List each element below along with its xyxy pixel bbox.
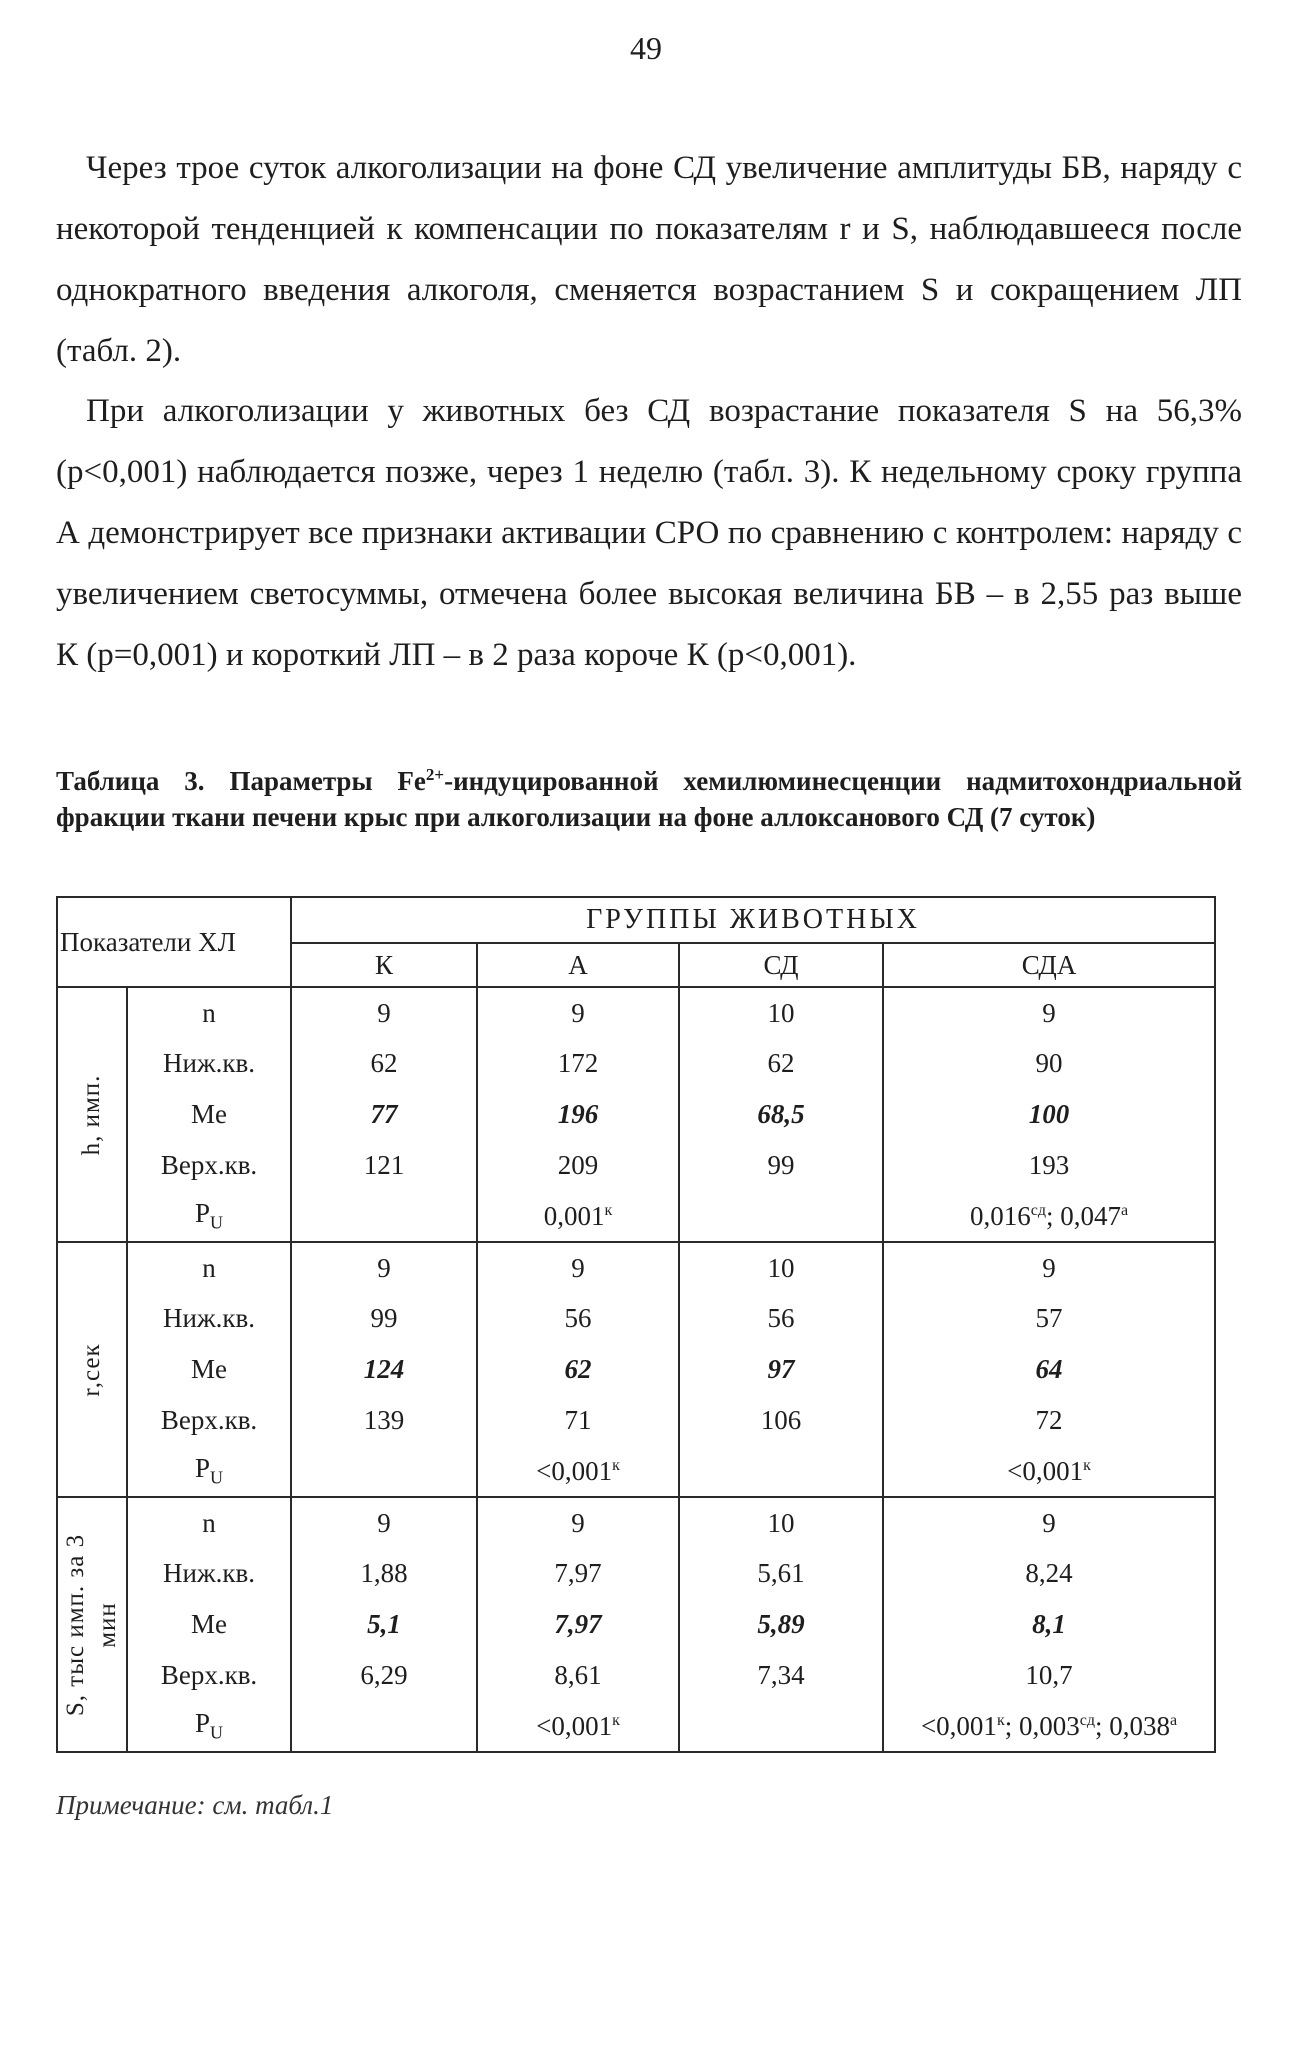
- cell-value: 8,61: [554, 1660, 602, 1690]
- cell-r-n-a: [477, 1242, 679, 1293]
- row-label-median: Me: [127, 1599, 291, 1650]
- cell-value: 90: [1035, 1048, 1063, 1078]
- cell-r-pu-sda: [883, 1446, 1215, 1497]
- cell-value: 57: [1035, 1303, 1063, 1333]
- paragraph-1-text: Через трое суток алкоголизации на фоне СД увеличение амплитуды БВ, наряду с некоторой тенденцией к компенсации по показателям r и S, наблюдавшееся после однократного введения алкоголя, сменяется возрастанием S и сокращением ЛП (табл. 2).: [56, 150, 1242, 369]
- cell-value: 139: [363, 1405, 405, 1435]
- cell-s-upper-quartile-a: [477, 1650, 679, 1701]
- row-label-lower-quartile: Ниж.кв.: [127, 1038, 291, 1089]
- row-label-upper-quartile: Верх.кв.: [127, 1395, 291, 1446]
- cell-value: 9: [1042, 1507, 1056, 1538]
- pu-letter: P: [194, 1198, 211, 1229]
- pu-value: <0,001: [536, 1710, 613, 1741]
- cell-r-pu-k: [291, 1446, 477, 1497]
- cell-value: 99: [767, 1150, 795, 1180]
- table-body: [57, 987, 1215, 1752]
- cell-value: 5,61: [757, 1558, 805, 1588]
- pu-superscript: сд: [1030, 1201, 1046, 1219]
- table-caption: [56, 757, 1242, 835]
- row-label-median: Me: [127, 1344, 291, 1395]
- cell-value: 172: [557, 1048, 599, 1078]
- cell-value: 68,5: [757, 1099, 805, 1129]
- table-row: [57, 1344, 1215, 1395]
- cell-h-median-sda: [883, 1089, 1215, 1140]
- cell-s-pu-k: [291, 1701, 477, 1752]
- pu-superscript: а: [1170, 1711, 1178, 1729]
- cell-value: 62: [370, 1048, 398, 1078]
- row-label-n: n: [127, 987, 291, 1038]
- cell-r-upper-quartile-a: [477, 1395, 679, 1446]
- pu-subscript: U: [210, 1212, 224, 1233]
- cell-s-median-a: [477, 1599, 679, 1650]
- section-label-line-2: мин: [94, 1601, 121, 1648]
- cell-r-pu-a: [477, 1446, 679, 1497]
- table-row: [57, 1242, 1215, 1293]
- cell-s-lower-quartile-sda: [883, 1548, 1215, 1599]
- cell-value: 8,24: [1025, 1558, 1073, 1588]
- indicators-header: Показатели ХЛ: [57, 897, 291, 987]
- cell-s-upper-quartile-sd: [679, 1650, 883, 1701]
- cell-s-pu-sda: [883, 1701, 1215, 1752]
- pu-value: ; 0,003: [1004, 1710, 1080, 1741]
- cell-r-lower-quartile-k: [291, 1293, 477, 1344]
- row-label-upper-quartile: Верх.кв.: [127, 1140, 291, 1191]
- cell-h-pu-k: [291, 1191, 477, 1242]
- cell-s-lower-quartile-k: [291, 1548, 477, 1599]
- pu-superscript: к: [1083, 1456, 1091, 1474]
- cell-value: 9: [1042, 997, 1056, 1028]
- cell-r-lower-quartile-sda: [883, 1293, 1215, 1344]
- cell-h-pu-sd: [679, 1191, 883, 1242]
- row-label-n: n: [127, 1497, 291, 1548]
- row-label-upper-quartile: Верх.кв.: [127, 1650, 291, 1701]
- cell-r-n-k: [291, 1242, 477, 1293]
- cell-value: 62: [767, 1048, 795, 1078]
- paragraph-2: [56, 381, 1242, 686]
- cell-r-n-sda: [883, 1242, 1215, 1293]
- row-label-median: Me: [127, 1089, 291, 1140]
- table-row: [57, 1650, 1215, 1701]
- cell-s-upper-quartile-k: [291, 1650, 477, 1701]
- table-row: [57, 1701, 1215, 1752]
- cell-h-n-sda: [883, 987, 1215, 1038]
- cell-s-n-sda: [883, 1497, 1215, 1548]
- table-note: Примечание: см. табл.1: [56, 1790, 334, 1820]
- cell-h-lower-quartile-k: [291, 1038, 477, 1089]
- cell-r-median-k: [291, 1344, 477, 1395]
- row-label-pu: [127, 1701, 291, 1752]
- column-header-sda: СДА: [883, 943, 1215, 987]
- pu-value: 0,016: [969, 1200, 1031, 1231]
- cell-h-upper-quartile-sd: [679, 1140, 883, 1191]
- cell-h-lower-quartile-sd: [679, 1038, 883, 1089]
- cell-value: 56: [767, 1303, 795, 1333]
- table-row: [57, 1140, 1215, 1191]
- cell-h-n-a: [477, 987, 679, 1038]
- pu-superscript: к: [612, 1711, 620, 1729]
- cell-value: 64: [1035, 1354, 1063, 1384]
- pu-letter: P: [194, 1708, 211, 1739]
- cell-value: 124: [363, 1354, 405, 1384]
- cell-value: 10: [767, 1252, 795, 1283]
- cell-value: 8,1: [1032, 1609, 1066, 1639]
- section-label-s: [57, 1497, 127, 1752]
- cell-h-pu-sda: [883, 1191, 1215, 1242]
- cell-value: 99: [370, 1303, 398, 1333]
- table-row: [57, 1446, 1215, 1497]
- cell-h-n-k: [291, 987, 477, 1038]
- cell-value: 100: [1028, 1099, 1070, 1129]
- cell-value: 9: [1042, 1252, 1056, 1283]
- pu-value: ; 0,047: [1045, 1200, 1121, 1231]
- caption-text-start: Таблица 3. Параметры Fe: [56, 766, 426, 796]
- cell-r-upper-quartile-sda: [883, 1395, 1215, 1446]
- cell-value: 72: [1035, 1405, 1063, 1435]
- cell-value: 10: [767, 1507, 795, 1538]
- cell-r-upper-quartile-sd: [679, 1395, 883, 1446]
- cell-h-lower-quartile-a: [477, 1038, 679, 1089]
- cell-value: 7,97: [554, 1558, 602, 1588]
- cell-value: 77: [370, 1099, 398, 1129]
- row-label-lower-quartile: Ниж.кв.: [127, 1548, 291, 1599]
- table-row: [57, 987, 1215, 1038]
- column-header-sd: СД: [679, 943, 883, 987]
- pu-value: 0,001: [543, 1200, 605, 1231]
- cell-s-upper-quartile-sda: [883, 1650, 1215, 1701]
- section-label-text: r,сек: [78, 1342, 105, 1397]
- table-row: [57, 1497, 1215, 1548]
- cell-value: 5,89: [757, 1609, 805, 1639]
- cell-r-upper-quartile-k: [291, 1395, 477, 1446]
- paragraph-2-text: При алкоголизации у животных без СД возрастание показателя S на 56,3% (p<0,001) наблюдается позже, через 1 неделю (табл. 3). К недельному сроку группа А демонстрирует все признаки активации СРО по сравнению с контролем: наряду с увеличением светосуммы, отмечена более высокая величина БВ – в 2,55 раз выше К (p=0,001) и короткий ЛП – в 2 раза короче К (p<0,001).: [56, 393, 1242, 673]
- table-row: [57, 1599, 1215, 1650]
- cell-h-upper-quartile-sda: [883, 1140, 1215, 1191]
- cell-value: 10: [767, 997, 795, 1028]
- pu-value: <0,001: [1007, 1455, 1084, 1486]
- cell-value: 10,7: [1025, 1660, 1073, 1690]
- cell-h-median-sd: [679, 1089, 883, 1140]
- cell-s-pu-a: [477, 1701, 679, 1752]
- page-number: 49: [630, 30, 662, 66]
- cell-value: 7,97: [554, 1609, 602, 1639]
- pu-letter: P: [194, 1453, 211, 1484]
- cell-value: 62: [564, 1354, 592, 1384]
- section-label-text: h, имп.: [78, 1074, 105, 1155]
- cell-s-pu-sd: [679, 1701, 883, 1752]
- row-label-pu: [127, 1446, 291, 1497]
- pu-superscript: а: [1120, 1201, 1129, 1219]
- table-row: [57, 1038, 1215, 1089]
- cell-s-lower-quartile-a: [477, 1548, 679, 1599]
- table-row: [57, 1089, 1215, 1140]
- cell-value: 106: [760, 1405, 802, 1435]
- section-label-r: [57, 1242, 127, 1497]
- pu-subscript: U: [210, 1467, 224, 1488]
- table-row: [57, 1191, 1215, 1242]
- pu-superscript: к: [612, 1456, 620, 1474]
- column-header-k: К: [291, 943, 477, 987]
- cell-r-median-a: [477, 1344, 679, 1395]
- cell-r-median-sda: [883, 1344, 1215, 1395]
- cell-value: 97: [767, 1354, 795, 1384]
- column-header-a: А: [477, 943, 679, 987]
- cell-value: 71: [564, 1405, 592, 1435]
- section-label-h: [57, 987, 127, 1242]
- cell-s-median-sd: [679, 1599, 883, 1650]
- cell-value: 9: [571, 997, 585, 1028]
- paragraph-1: [56, 138, 1242, 382]
- row-label-lower-quartile: Ниж.кв.: [127, 1293, 291, 1344]
- cell-value: 209: [557, 1150, 599, 1180]
- data-table: [56, 896, 1216, 1753]
- cell-h-median-k: [291, 1089, 477, 1140]
- cell-value: 121: [363, 1150, 405, 1180]
- cell-h-median-a: [477, 1089, 679, 1140]
- table-row: [57, 1293, 1215, 1344]
- pu-superscript: сд: [1079, 1711, 1095, 1729]
- cell-r-lower-quartile-a: [477, 1293, 679, 1344]
- table-row: [57, 1548, 1215, 1599]
- pu-subscript: U: [210, 1722, 224, 1743]
- cell-r-median-sd: [679, 1344, 883, 1395]
- cell-value: 9: [377, 1252, 391, 1283]
- caption-text-end: -индуцированной хемилюминесценции надмитохондриальной фракции ткани печени крыс при алкоголизации на фоне аллоксанового СД (7 суток): [56, 766, 1243, 832]
- cell-value: 9: [571, 1507, 585, 1538]
- groups-header: ГРУППЫ ЖИВОТНЫХ: [291, 897, 1215, 943]
- cell-s-median-sda: [883, 1599, 1215, 1650]
- cell-r-lower-quartile-sd: [679, 1293, 883, 1344]
- cell-value: 6,29: [360, 1660, 408, 1690]
- pu-value: <0,001: [536, 1455, 613, 1486]
- cell-value: 9: [571, 1252, 585, 1283]
- cell-value: 9: [377, 1507, 391, 1538]
- cell-value: 1,88: [360, 1558, 408, 1588]
- section-label-line-1: S, тыс имп. за 3: [62, 1533, 89, 1716]
- cell-h-n-sd: [679, 987, 883, 1038]
- cell-h-upper-quartile-a: [477, 1140, 679, 1191]
- table-row: [57, 1395, 1215, 1446]
- row-label-n: n: [127, 1242, 291, 1293]
- pu-superscript: к: [996, 1711, 1005, 1729]
- pu-value: ; 0,038: [1094, 1710, 1170, 1741]
- cell-value: 196: [557, 1099, 599, 1129]
- pu-value: <0,001: [920, 1710, 997, 1741]
- cell-value: 5,1: [367, 1609, 401, 1639]
- pu-superscript: к: [604, 1201, 613, 1219]
- cell-s-n-sd: [679, 1497, 883, 1548]
- cell-value: 7,34: [757, 1660, 805, 1690]
- cell-s-lower-quartile-sd: [679, 1548, 883, 1599]
- cell-h-lower-quartile-sda: [883, 1038, 1215, 1089]
- cell-r-n-sd: [679, 1242, 883, 1293]
- cell-h-upper-quartile-k: [291, 1140, 477, 1191]
- cell-s-median-k: [291, 1599, 477, 1650]
- section-label-text: [60, 1533, 124, 1715]
- cell-value: 9: [377, 997, 391, 1028]
- cell-value: 56: [564, 1303, 592, 1333]
- cell-s-n-k: [291, 1497, 477, 1548]
- cell-s-n-a: [477, 1497, 679, 1548]
- cell-value: 193: [1028, 1150, 1070, 1180]
- cell-r-pu-sd: [679, 1446, 883, 1497]
- cell-h-pu-a: [477, 1191, 679, 1242]
- caption-superscript: 2+: [425, 765, 445, 784]
- row-label-pu: [127, 1191, 291, 1242]
